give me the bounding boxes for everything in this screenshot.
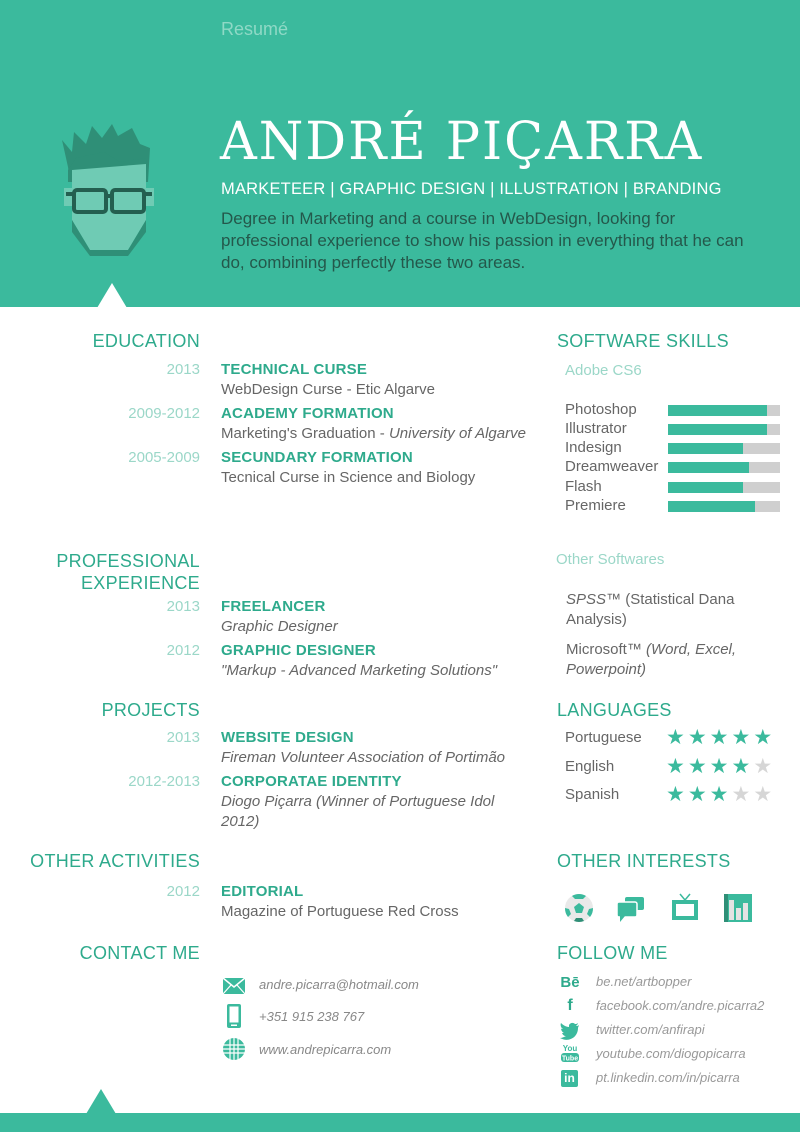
other-software-desc: (Statistical Dana Analysis) — [566, 591, 735, 628]
activity-entry-title: EDITORIAL — [221, 883, 304, 900]
twitter-icon — [560, 1022, 580, 1040]
language-label: English — [565, 758, 615, 775]
svg-text:You: You — [562, 1044, 578, 1053]
behance-icon: Bē — [560, 974, 580, 991]
other-software-item — [566, 590, 766, 630]
education-year: 2009-2012 — [128, 405, 200, 422]
activity-year: 2012 — [166, 883, 200, 900]
resume-tag: Resumé — [221, 19, 289, 39]
star-icon: ★ — [709, 783, 732, 806]
candidate-name: ANDRÉ PIÇARRA — [220, 112, 704, 172]
education-entry-title: ACADEMY FORMATION — [221, 405, 394, 422]
globe-icon — [222, 1037, 246, 1061]
header-notch — [97, 283, 127, 308]
education-year: 2005-2009 — [128, 449, 200, 466]
star-icon: ★ — [666, 726, 688, 749]
skill-bar — [668, 443, 780, 454]
twitter-link[interactable]: twitter.com/anfirapi — [596, 1022, 705, 1037]
experience-title — [56, 550, 200, 594]
experience-title-line1: PROFESSIONAL — [56, 551, 200, 571]
star-icon: ★ — [709, 755, 732, 778]
education-entry-sub-text: Marketing's Graduation - — [221, 425, 389, 442]
roles-line: MARKETEER | GRAPHIC DESIGN | ILLUSTRATION | BRANDING — [221, 180, 722, 198]
experience-year: 2012 — [166, 642, 200, 659]
star-icon: ★ — [687, 783, 710, 806]
facebook-link[interactable]: facebook.com/andre.picarra2 — [596, 998, 765, 1013]
mail-icon — [222, 974, 246, 998]
skill-bar — [668, 501, 780, 512]
skill-label: Premiere — [565, 497, 626, 514]
star-icon: ★ — [753, 726, 776, 749]
skill-bar-fill — [668, 424, 767, 435]
skill-bar-fill — [668, 462, 749, 473]
education-year: 2013 — [166, 361, 200, 378]
skill-label: Photoshop — [565, 401, 637, 418]
education-entry-sub: WebDesign Curse - Etic Algarve — [221, 381, 435, 398]
education-entry-sub-italic: University of Algarve — [388, 425, 526, 442]
skill-bar — [668, 405, 780, 416]
education-entry-title: SECUNDARY FORMATION — [221, 449, 413, 466]
experience-entry-title: GRAPHIC DESIGNER — [221, 642, 376, 659]
activity-entry-sub: Magazine of Portuguese Red Cross — [221, 903, 459, 920]
chat-bubbles-icon — [614, 892, 646, 924]
footer-band — [0, 1113, 800, 1132]
avatar — [58, 122, 158, 262]
skill-bar-fill — [668, 443, 743, 454]
language-label: Spanish — [565, 786, 620, 803]
footer-notch — [86, 1089, 116, 1114]
skill-bar-fill — [668, 405, 767, 416]
skill-label: Illustrator — [565, 420, 627, 437]
experience-title-line2: EXPERIENCE — [80, 573, 200, 593]
soccer-ball-icon — [563, 892, 595, 924]
star-icon: ★ — [687, 726, 710, 749]
experience-entry-title: FREELANCER — [221, 598, 326, 615]
project-year: 2012-2013 — [128, 773, 200, 790]
linkedin-icon: in — [561, 1070, 578, 1087]
star-icon: ★ — [666, 783, 688, 806]
follow-title: FOLLOW ME — [557, 943, 668, 963]
star-icon: ★ — [709, 726, 732, 749]
star-icon: ★ — [753, 783, 776, 806]
skill-bar — [668, 424, 780, 435]
youtube-icon — [560, 1043, 580, 1063]
language-label: Portuguese — [565, 729, 642, 746]
other-software-name: Microsoft™ — [566, 641, 647, 658]
education-entry-sub — [221, 424, 541, 444]
education-title: EDUCATION — [92, 331, 200, 351]
education-entry-sub: Tecnical Curse in Science and Biology — [221, 469, 476, 486]
interests-title: OTHER INTERESTS — [557, 851, 731, 871]
activities-title: OTHER ACTIVITIES — [30, 851, 200, 871]
project-entry-sub: Fireman Volunteer Association of Portimão — [221, 749, 506, 766]
star-icon: ★ — [666, 755, 688, 778]
phone-icon — [222, 1004, 246, 1028]
behance-link[interactable]: be.net/artbopper — [596, 974, 692, 989]
education-entry-title: TECHNICAL CURSE — [221, 361, 368, 378]
skill-bar — [668, 462, 780, 473]
svg-text:Tube: Tube — [561, 1055, 579, 1063]
youtube-link[interactable]: youtube.com/diogopicarra — [596, 1046, 746, 1061]
star-icon: ★ — [753, 755, 776, 778]
skill-label: Indesign — [565, 439, 622, 456]
facebook-icon: f — [567, 997, 573, 1014]
skill-bar-fill — [668, 482, 743, 493]
star-icon: ★ — [731, 726, 754, 749]
skill-label: Dreamweaver — [565, 458, 659, 475]
other-software-name: SPSS™ — [566, 591, 622, 608]
experience-entry-sub: "Markup - Advanced Marketing Solutions" — [221, 662, 498, 679]
language-rating — [666, 728, 775, 748]
languages-title: LANGUAGES — [557, 700, 672, 720]
language-rating — [666, 757, 775, 777]
other-softwares-title: Other Softwares — [556, 551, 665, 568]
linkedin-link[interactable]: pt.linkedin.com/in/picarra — [596, 1070, 740, 1085]
header-band — [0, 0, 800, 307]
skill-label: Flash — [565, 478, 602, 495]
skill-bar — [668, 482, 780, 493]
contact-website-link[interactable]: www.andrepicarra.com — [259, 1042, 392, 1057]
project-entry-title: WEBSITE DESIGN — [221, 729, 354, 746]
experience-year: 2013 — [166, 598, 200, 615]
project-entry-sub: Diogo Piçarra (Winner of Portuguese Idol 2012) — [221, 793, 495, 830]
star-icon: ★ — [731, 755, 754, 778]
project-entry-title: CORPORATAE IDENTITY — [221, 773, 402, 790]
star-icon: ★ — [687, 755, 710, 778]
other-software-item — [566, 640, 766, 680]
contact-phone-link[interactable]: +351 915 238 767 — [259, 1009, 365, 1024]
contact-title: CONTACT ME — [79, 943, 200, 963]
software-title: SOFTWARE SKILLS — [557, 331, 729, 351]
software-suite: Adobe CS6 — [565, 362, 642, 379]
contact-email-link[interactable]: andre.picarra@hotmail.com — [259, 977, 419, 992]
bar-chart-icon — [722, 892, 754, 924]
tv-icon — [669, 892, 701, 924]
other-software-desc: (Word, Excel, Powerpoint) — [566, 641, 737, 678]
projects-title: PROJECTS — [101, 700, 200, 720]
language-rating — [666, 785, 775, 805]
experience-entry-sub: Graphic Designer — [221, 618, 338, 635]
skill-bar-fill — [668, 501, 755, 512]
star-icon: ★ — [731, 783, 754, 806]
summary: Degree in Marketing and a course in WebDesign, looking for professional experience to show his passion in everything that he can do, combining perfectly these two areas. — [221, 209, 744, 272]
project-year: 2013 — [166, 729, 200, 746]
